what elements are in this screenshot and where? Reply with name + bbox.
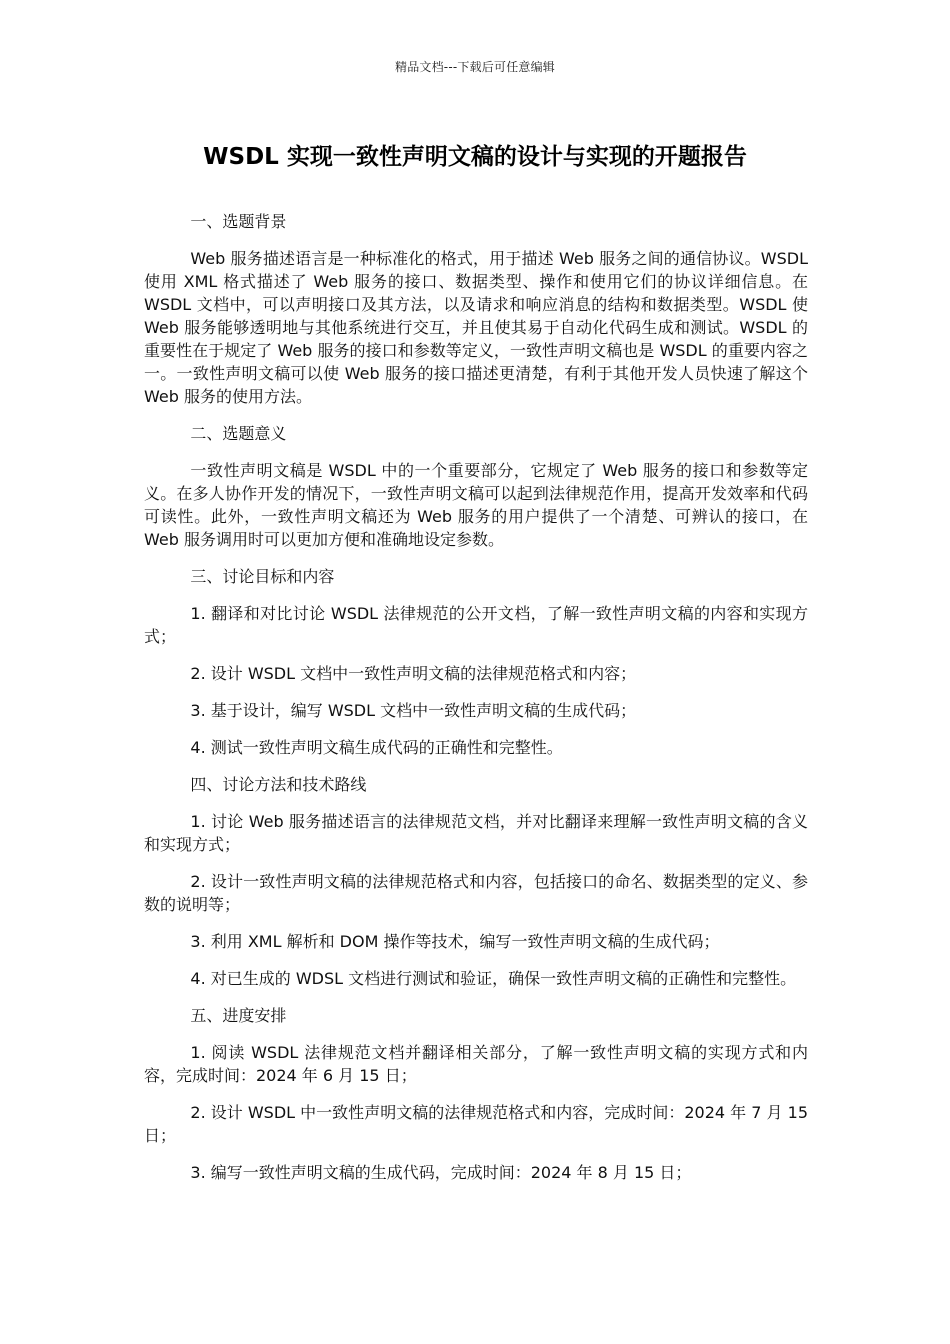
list-item: 2. 设计一致性声明文稿的法律规范格式和内容，包括接口的命名、数据类型的定义、参数的说明等； bbox=[144, 872, 808, 914]
document-title: WSDL 实现一致性声明文稿的设计与实现的开题报告 bbox=[203, 144, 747, 170]
paragraph: Web 服务描述语言是一种标准化的格式，用于描述 Web 服务之间的通信协议。WSDL 使用 XML 格式描述了 Web 服务的接口、数据类型、操作和使用它们的协议详细信息。在 WSDL 文档中，可以声明接口及其方法，以及请求和响应消息的结构和数据类型。WSDL 使 Web 服务能够透明地与其他系统进行交互，并且使其易于自动化代码生成和测试。WSDL 的重要性在于规定了 Web 服务的接口和参数等定义，一致性声明文稿也是 WSDL 的重要内容之一。一致性声明文稿可以使 Web 服务的接口描述更清楚，有利于其他开发人员快速了解这个 Web 服务的使用方法。 bbox=[144, 249, 808, 406]
list-item: 3. 利用 XML 解析和 DOM 操作等技术，编写一致性声明文稿的生成代码； bbox=[190, 932, 720, 951]
list-item: 3. 基于设计，编写 WSDL 文档中一致性声明文稿的生成代码； bbox=[190, 701, 637, 720]
list-item: 4. 测试一致性声明文稿生成代码的正确性和完整性。 bbox=[190, 738, 563, 757]
list-item: 1. 讨论 Web 服务描述语言的法律规范文档，并对比翻译来理解一致性声明文稿的含义和实现方式； bbox=[144, 812, 808, 854]
list-item: 3. 编写一致性声明文稿的生成代码，完成时间：2024 年 8 月 15 日； bbox=[190, 1163, 692, 1182]
list-item: 2. 设计 WSDL 中一致性声明文稿的法律规范格式和内容，完成时间：2024 年 7 月 15 日； bbox=[144, 1103, 808, 1145]
list-item: 4. 对已生成的 WDSL 文档进行测试和验证，确保一致性声明文稿的正确性和完整性。 bbox=[190, 969, 797, 988]
section-heading-goals: 三、讨论目标和内容 bbox=[190, 567, 335, 586]
section-heading-methods: 四、讨论方法和技术路线 bbox=[190, 775, 367, 794]
section-heading-background: 一、选题背景 bbox=[190, 212, 287, 231]
section-heading-schedule: 五、进度安排 bbox=[190, 1006, 287, 1025]
list-item: 1. 阅读 WSDL 法律规范文档并翻译相关部分，了解一致性声明文稿的实现方式和内容，完成时间：2024 年 6 月 15 日； bbox=[144, 1043, 808, 1085]
paragraph: 一致性声明文稿是 WSDL 中的一个重要部分，它规定了 Web 服务的接口和参数等定义。在多人协作开发的情况下，一致性声明文稿可以起到法律规范作用，提高开发效率和代码可读性。此外，一致性声明文稿还为 Web 服务的用户提供了一个清楚、可辨认的接口，在 Web 服务调用时可以更加方便和准确地设定参数。 bbox=[144, 461, 808, 549]
list-item: 2. 设计 WSDL 文档中一致性声明文稿的法律规范格式和内容； bbox=[190, 664, 637, 683]
section-heading-significance: 二、选题意义 bbox=[190, 424, 287, 443]
document-body bbox=[144, 210, 808, 1198]
page-header: 精品文档---下载后可任意编辑 bbox=[395, 60, 555, 74]
list-item: 1. 翻译和对比讨论 WSDL 法律规范的公开文档，了解一致性声明文稿的内容和实现方式； bbox=[144, 604, 808, 646]
